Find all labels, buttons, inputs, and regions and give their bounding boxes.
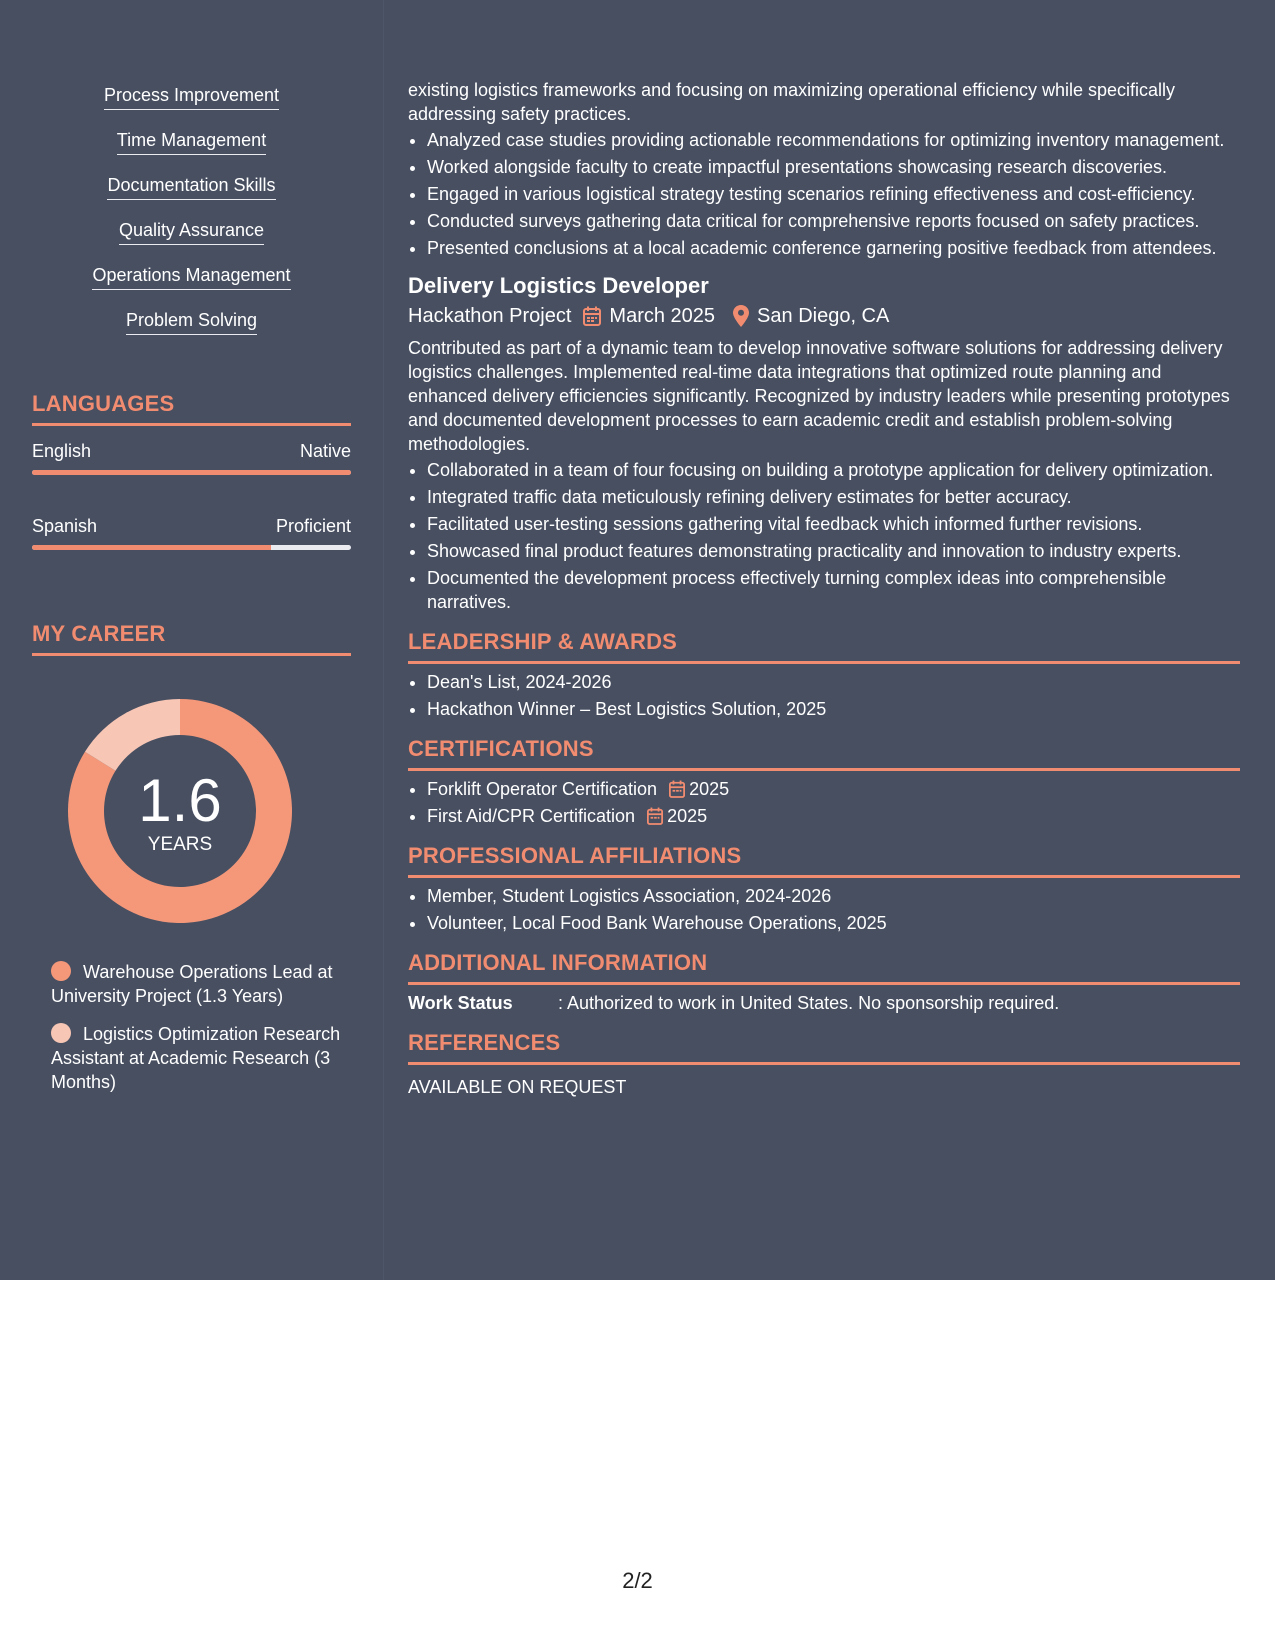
additional-info-heading: ADDITIONAL INFORMATION (408, 949, 1240, 985)
list-item: • Engaged in various logistical strategy testing scenarios refining effectiveness and cost-efficiency. (427, 182, 1240, 206)
calendar-icon (583, 306, 601, 326)
location-pin-icon (733, 305, 749, 327)
career-total-unit: YEARS (147, 834, 213, 855)
certification-name: • First Aid/CPR Certification (427, 806, 636, 826)
leadership-section (408, 628, 1240, 721)
affiliations-list (408, 884, 1240, 935)
skill-tag: Problem Solving (126, 309, 257, 335)
affiliations-heading: PROFESSIONAL AFFILIATIONS (408, 842, 1240, 878)
left-column (32, 84, 351, 1108)
certifications-list (408, 777, 1240, 828)
legend-swatch (51, 1023, 71, 1043)
certification-year: 2025 (689, 779, 730, 799)
references-section (408, 1029, 1240, 1099)
career-legend (51, 960, 341, 1094)
work-status-row (408, 991, 1240, 1015)
list-item: • Dean's List, 2024-2026 (427, 670, 1240, 694)
job-date: March 2025 (609, 305, 716, 327)
list-item (427, 777, 1240, 801)
page-number: 2/2 (622, 1568, 653, 1593)
calendar-icon (647, 807, 663, 825)
references-heading: REFERENCES (408, 1029, 1240, 1065)
list-item: • Documented the development process effectively turning complex ideas into comprehensible narratives. (427, 566, 1240, 614)
list-item: • Facilitated user-testing sessions gathering vital feedback which informed further revisions. (427, 512, 1240, 536)
proficiency-fill (32, 470, 351, 475)
career-donut-chart (65, 696, 295, 926)
legend-label: Warehouse Operations Lead at University Project (1.3 Years) (51, 962, 333, 1006)
skill-tag: Time Management (117, 129, 266, 155)
proficiency-bar (32, 470, 351, 475)
proficiency-fill (32, 545, 271, 550)
skill-tag: Operations Management (92, 264, 290, 290)
language-level: Proficient (275, 516, 351, 536)
legend-label: Logistics Optimization Research Assistant at Academic Research (3 Months) (51, 1024, 341, 1092)
affiliations-section (408, 842, 1240, 935)
list-item: • Member, Student Logistics Association, 2024-2026 (427, 884, 1240, 908)
work-status-label: Work Status (408, 993, 513, 1013)
list-item (32, 129, 351, 174)
job-meta (408, 302, 1240, 330)
job-title: Delivery Logistics Developer (408, 273, 709, 298)
job-location: San Diego, CA (757, 305, 890, 327)
certification-year: 2025 (667, 806, 708, 826)
job-bullets (408, 458, 1240, 614)
work-status-value: : Authorized to work in United States. No sponsorship required. (558, 993, 1060, 1013)
skills-list (32, 84, 351, 354)
list-item (427, 804, 1240, 828)
calendar-icon (669, 780, 685, 798)
job-description: Contributed as part of a dynamic team to develop innovative software solutions for addressing delivery logistics challenges. Implemented real-time data integrations that optimized route planning and enhanced delivery efficiencies significantly. Recognized by industry leaders while presenting prototypes and documented development processes to earn academic credit and establish problem-solving methodologies. (408, 338, 1230, 454)
experience-bullets (408, 128, 1240, 260)
list-item (32, 309, 351, 354)
list-item: • Integrated traffic data meticulously refining delivery estimates for better accuracy. (427, 485, 1240, 509)
language-english (32, 440, 351, 475)
donut-segment-2 (85, 699, 180, 771)
legend-item (51, 960, 341, 1008)
certification-name: • Forklift Operator Certification (427, 779, 658, 799)
language-level: Native (299, 441, 351, 461)
experience-intro: existing logistics frameworks and focusing on maximizing operational efficiency while specifically addressing safety practices. (408, 80, 1176, 124)
list-item: • Collaborated in a team of four focusing on building a prototype application for delivery optimization. (427, 458, 1240, 482)
list-item (32, 219, 351, 264)
language-name: Spanish (32, 516, 98, 536)
language-name: English (32, 441, 92, 461)
list-item (32, 84, 351, 129)
list-item: • Conducted surveys gathering data critical for comprehensive reports focused on safety practices. (427, 209, 1240, 233)
career-heading: MY CAREER (32, 620, 351, 656)
skill-tag: Quality Assurance (119, 219, 264, 245)
additional-info-section (408, 949, 1240, 1015)
list-item: • Volunteer, Local Food Bank Warehouse Operations, 2025 (427, 911, 1240, 935)
languages-heading: LANGUAGES (32, 390, 351, 426)
legend-item (51, 1022, 341, 1094)
proficiency-bar (32, 545, 351, 550)
skill-tag: Process Improvement (104, 84, 279, 110)
language-spanish (32, 515, 351, 550)
career-total-value: 1.6 (138, 767, 222, 834)
certifications-heading: CERTIFICATIONS (408, 735, 1240, 771)
skill-tag: Documentation Skills (107, 174, 275, 200)
list-item: • Hackathon Winner – Best Logistics Solution, 2025 (427, 697, 1240, 721)
list-item (32, 174, 351, 219)
list-item: • Showcased final product features demonstrating practicality and innovation to industry experts. (427, 539, 1240, 563)
references-text: AVAILABLE ON REQUEST (408, 1077, 627, 1097)
list-item: • Analyzed case studies providing actionable recommendations for optimizing inventory management. (427, 128, 1240, 152)
leadership-list (408, 670, 1240, 721)
list-item: • Worked alongside faculty to create impactful presentations showcasing research discoveries. (427, 155, 1240, 179)
certifications-section (408, 735, 1240, 828)
job-organization: Hackathon Project (408, 305, 572, 327)
column-divider (383, 0, 384, 1280)
right-column (408, 78, 1240, 1099)
list-item: • Presented conclusions at a local academic conference garnering positive feedback from attendees. (427, 236, 1240, 260)
list-item (32, 264, 351, 309)
leadership-heading: LEADERSHIP & AWARDS (408, 628, 1240, 664)
legend-swatch (51, 961, 71, 981)
